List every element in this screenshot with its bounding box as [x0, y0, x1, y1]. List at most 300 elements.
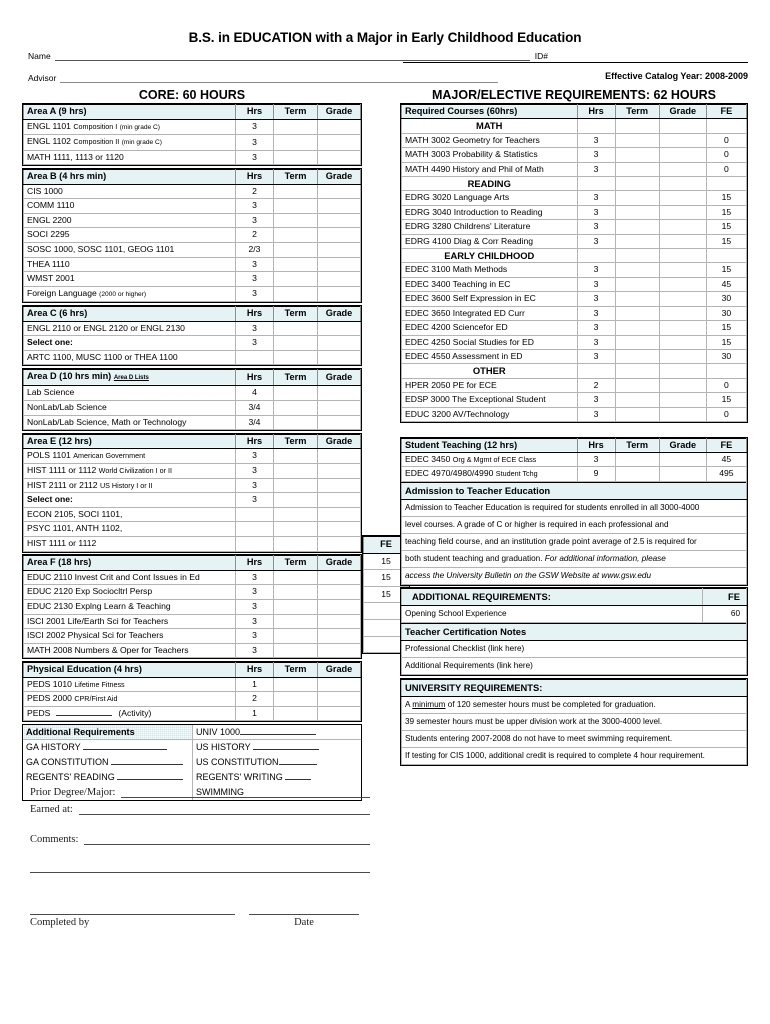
course-code: HIST 2111 or 2112 [27, 479, 98, 490]
grade-cell[interactable] [318, 692, 361, 707]
table-row [24, 401, 361, 416]
regents-reading-input[interactable] [117, 771, 183, 780]
term-cell[interactable] [274, 415, 318, 430]
area-f-table [23, 555, 361, 658]
grade-cell[interactable] [318, 257, 361, 272]
course-desc: American Government [73, 451, 146, 461]
table-row [24, 585, 361, 600]
right-additional-title: ADDITIONAL REQUIREMENTS: [402, 589, 703, 606]
core-heading: CORE: 60 HOURS [138, 88, 246, 102]
term-cell[interactable] [274, 272, 318, 287]
term-cell[interactable] [274, 599, 318, 614]
blank-cell [659, 249, 706, 263]
course-note: (2000 or higher) [99, 290, 147, 298]
course-cell: SOCI 2295 [24, 228, 236, 243]
course-cell: EDEC 4250 Social Studies for ED [402, 335, 578, 349]
university-line [402, 696, 747, 713]
term-cell[interactable] [615, 321, 659, 335]
term-cell[interactable] [615, 148, 659, 162]
earned-at-input[interactable] [79, 803, 370, 815]
hrs-cell: 9 [577, 467, 615, 481]
table-row [24, 599, 361, 614]
course-cell [24, 677, 236, 692]
term-cell[interactable] [274, 286, 318, 302]
hrs-cell: 2 [236, 692, 274, 707]
grade-cell[interactable] [318, 537, 361, 552]
grade-cell[interactable] [318, 585, 361, 600]
blank-cell [615, 177, 659, 191]
hrs-cell: 3 [236, 257, 274, 272]
course-cell: ISCI 2001 Life/Earth Sci for Teachers [24, 614, 236, 629]
comments-label: Comments: [30, 834, 79, 845]
hrs-cell: 3 [577, 205, 615, 219]
fe-cell: 15 [706, 263, 746, 277]
term-cell[interactable] [274, 119, 318, 135]
univ1000-row [193, 725, 361, 740]
grade-cell[interactable] [318, 321, 361, 336]
major-heading: MAJOR/ELECTIVE REQUIREMENTS: 62 HOURS [431, 88, 717, 102]
course-cell: MATH 1111, 1113 or 1120 [24, 150, 236, 165]
term-cell[interactable] [274, 677, 318, 692]
hrs-cell: 2 [236, 184, 274, 199]
course-note: (min grade C) [119, 123, 160, 131]
grade-cell[interactable] [318, 135, 361, 151]
hrs-cell: 1 [236, 677, 274, 692]
table-row [402, 641, 747, 658]
term-cell[interactable] [615, 292, 659, 306]
fe-cell: 15 [706, 234, 746, 248]
term-cell[interactable] [615, 349, 659, 363]
term-cell[interactable] [274, 570, 318, 585]
group-label-other: OTHER [402, 364, 578, 378]
area-c-block [22, 305, 362, 366]
grade-cell[interactable] [318, 386, 361, 401]
grade-cell[interactable] [318, 507, 361, 522]
course-cell: WMST 2001 [24, 272, 236, 287]
hrs-cell: 3 [577, 162, 615, 176]
hrs-cell [236, 522, 274, 537]
course-cell: EDEC 3100 Math Methods [402, 263, 578, 277]
course-cell [24, 706, 236, 721]
univ1000-label: UNIV 1000 [196, 726, 241, 737]
grade-cell[interactable] [318, 449, 361, 464]
term-cell[interactable] [274, 449, 318, 464]
physical-education-table [23, 662, 361, 721]
footer-section [30, 786, 370, 928]
grade-cell[interactable] [318, 286, 361, 302]
signature-labels [30, 917, 370, 928]
area-f-title: Area F (18 hrs) [24, 556, 236, 571]
hrs-cell: 3 [577, 407, 615, 421]
grade-cell[interactable] [659, 393, 706, 407]
fe-cell: 15 [364, 553, 409, 570]
prior-degree-input[interactable] [121, 786, 370, 798]
term-cell[interactable] [274, 135, 318, 151]
ga-constitution-row [23, 755, 192, 770]
table-row [24, 507, 361, 522]
fe-cell: 495 [706, 467, 746, 481]
course-desc: Org & Mgmt of ECE Class [452, 454, 537, 464]
term-cell[interactable] [615, 205, 659, 219]
fe-cell: 15 [706, 335, 746, 349]
blank-cell [706, 177, 746, 191]
hrs-cell: 3 [236, 629, 274, 644]
opening-school-experience-label: Opening School Experience [402, 606, 703, 623]
course-cell: EDUC 2110 Invest Crit and Cont Issues in Ed [24, 570, 236, 585]
hrs-cell: 3 [236, 614, 274, 629]
area-c-title: Area C (6 hrs) [24, 306, 236, 321]
course-code: HIST 1111 or 1112 [27, 465, 97, 476]
blank-cell [615, 364, 659, 378]
term-cell[interactable] [274, 522, 318, 537]
term-cell[interactable] [274, 199, 318, 214]
term-cell[interactable] [274, 614, 318, 629]
course-cell [24, 286, 236, 302]
course-cell: HIST 1111 or 1112 [24, 537, 236, 552]
grade-cell[interactable] [318, 522, 361, 537]
area-c-table [23, 306, 361, 365]
blank-cell [659, 364, 706, 378]
table-row [402, 378, 747, 392]
table-row [24, 677, 361, 692]
term-cell[interactable] [274, 629, 318, 644]
table-header-row [402, 438, 747, 452]
grade-cell[interactable] [659, 162, 706, 176]
grade-cell[interactable] [659, 306, 706, 320]
fe-cell: 0 [706, 378, 746, 392]
table-row [24, 184, 361, 199]
term-cell[interactable] [274, 537, 318, 552]
hrs-cell: 3 [577, 133, 615, 147]
table-header-row [24, 306, 361, 321]
col-term: Term [274, 169, 318, 184]
grade-cell[interactable] [318, 228, 361, 243]
grade-cell[interactable] [318, 643, 361, 658]
grade-cell[interactable] [659, 378, 706, 392]
col-hrs: Hrs [236, 556, 274, 571]
table-row [402, 713, 747, 730]
core-requirements-column [22, 103, 362, 803]
fe-cell: 45 [706, 277, 746, 291]
course-cell: ENGL 2200 [24, 213, 236, 228]
area-d-lists-link[interactable]: Area D Lists [113, 374, 149, 381]
term-cell[interactable] [274, 401, 318, 416]
advisor-label: Advisor [28, 73, 57, 83]
term-cell[interactable] [274, 478, 318, 493]
prior-degree-row [30, 786, 370, 798]
grade-cell[interactable] [659, 220, 706, 234]
table-row [402, 550, 747, 567]
grade-cell[interactable] [318, 629, 361, 644]
course-cell: MATH 3003 Probability & Statistics [402, 148, 578, 162]
term-cell[interactable] [615, 263, 659, 277]
peds-activity-input[interactable] [56, 707, 112, 716]
term-cell[interactable] [274, 242, 318, 257]
ga-history-input[interactable] [83, 741, 167, 750]
required-courses-table [401, 104, 747, 422]
course-cell: EDUC 2130 Explng Learn & Teaching [24, 599, 236, 614]
date-input[interactable] [249, 903, 359, 915]
table-row [402, 162, 747, 176]
group-header-row [402, 364, 747, 378]
table-header-row [24, 662, 361, 677]
term-cell[interactable] [615, 407, 659, 421]
catalog-year: Effective Catalog Year: 2008-2009 [605, 71, 748, 81]
us-constitution-input[interactable] [279, 756, 317, 765]
term-cell[interactable] [615, 191, 659, 205]
course-cell: EDUC 3200 AV/Technology [402, 407, 578, 421]
grade-cell[interactable] [659, 407, 706, 421]
col-hrs: Hrs [577, 105, 615, 119]
course-cell: SOSC 1000, SOSC 1101, GEOG 1101 [24, 242, 236, 257]
grade-cell[interactable] [318, 599, 361, 614]
table-row [402, 277, 747, 291]
grade-cell[interactable] [659, 263, 706, 277]
table-row [24, 119, 361, 135]
group-header-row [402, 249, 747, 263]
grade-cell[interactable] [318, 272, 361, 287]
grade-cell[interactable] [318, 415, 361, 430]
term-cell[interactable] [274, 493, 318, 508]
grade-cell[interactable] [318, 336, 361, 351]
term-cell[interactable] [274, 184, 318, 199]
comments-input[interactable] [84, 833, 370, 845]
grade-cell[interactable] [659, 349, 706, 363]
us-history-input[interactable] [253, 741, 319, 750]
course-cell: CIS 1000 [24, 184, 236, 199]
course-cell: EDSP 3000 The Exceptional Student [402, 393, 578, 407]
term-cell[interactable] [615, 234, 659, 248]
blank-cell [659, 177, 706, 191]
grade-cell[interactable] [659, 205, 706, 219]
signature-gap [235, 903, 249, 915]
grade-cell[interactable] [659, 467, 706, 481]
course-desc: US History I or II [99, 480, 153, 490]
table-row [24, 272, 361, 287]
grade-cell[interactable] [318, 213, 361, 228]
student-teaching-block [400, 437, 748, 586]
term-cell[interactable] [274, 386, 318, 401]
course-cell: ENGL 2110 or ENGL 2120 or ENGL 2130 [24, 321, 236, 336]
table-row [24, 213, 361, 228]
required-courses-title: Required Courses (60hrs) [402, 105, 578, 119]
physical-education-block [22, 661, 362, 722]
opening-school-experience-fe: 60 [702, 606, 746, 623]
table-row [402, 747, 747, 764]
grade-cell[interactable] [318, 242, 361, 257]
grade-cell[interactable] [318, 350, 361, 365]
fe-cell: 30 [706, 349, 746, 363]
hrs-cell: 3 [577, 234, 615, 248]
university-requirements-block [400, 678, 748, 766]
fe-cell: 15 [706, 191, 746, 205]
term-cell[interactable] [274, 321, 318, 336]
hrs-cell: 3 [236, 286, 274, 302]
table-header-row [24, 105, 361, 120]
grade-cell[interactable] [318, 706, 361, 721]
term-cell[interactable] [274, 213, 318, 228]
hrs-cell: 3 [577, 277, 615, 291]
table-row [402, 516, 747, 533]
course-cell [402, 452, 578, 466]
table-row [402, 393, 747, 407]
area-e-block [22, 433, 362, 553]
term-cell[interactable] [615, 378, 659, 392]
term-cell[interactable] [615, 467, 659, 481]
university-line: 39 semester hours must be upper division work at the 3000-4000 level. [402, 713, 747, 730]
col-fe: FE [364, 537, 409, 554]
grade-cell[interactable] [318, 184, 361, 199]
hrs-cell: 3 [236, 213, 274, 228]
term-cell[interactable] [274, 706, 318, 721]
term-cell[interactable] [274, 643, 318, 658]
term-cell[interactable] [274, 507, 318, 522]
fe-cell: 30 [706, 292, 746, 306]
regents-writing-input[interactable] [285, 771, 311, 780]
term-cell[interactable] [274, 257, 318, 272]
table-row [402, 292, 747, 306]
university-line-underline: minimum [412, 699, 446, 709]
col-grade: Grade [318, 434, 361, 449]
course-cell: NonLab/Lab Science, Math or Technology [24, 415, 236, 430]
grade-cell[interactable] [318, 199, 361, 214]
ga-constitution-input[interactable] [111, 756, 183, 765]
hrs-cell [236, 537, 274, 552]
table-row [24, 614, 361, 629]
hrs-cell: 2 [577, 378, 615, 392]
hrs-cell: 3 [236, 449, 274, 464]
admission-line-plain: both student teaching and graduation. [405, 553, 545, 563]
hrs-cell: 3 [236, 643, 274, 658]
grade-cell[interactable] [659, 148, 706, 162]
grade-cell[interactable] [318, 150, 361, 165]
hrs-cell: 3 [577, 335, 615, 349]
table-row [24, 135, 361, 151]
univ1000-input[interactable] [240, 726, 316, 735]
course-cell: COMM 1110 [24, 199, 236, 214]
term-cell[interactable] [615, 335, 659, 349]
course-cell [24, 478, 236, 493]
table-row [402, 658, 747, 675]
term-cell[interactable] [615, 393, 659, 407]
term-cell[interactable] [274, 692, 318, 707]
regents-writing-row [193, 770, 361, 785]
course-desc: Student Tchg [495, 469, 538, 479]
table-row [24, 449, 361, 464]
grade-cell[interactable] [659, 452, 706, 466]
grade-cell[interactable] [318, 401, 361, 416]
additional-requirements-link[interactable]: Additional Requirements (link here) [402, 658, 747, 675]
grade-cell[interactable] [318, 119, 361, 135]
table-row [24, 228, 361, 243]
term-cell[interactable] [274, 350, 318, 365]
grade-cell[interactable] [318, 677, 361, 692]
grade-cell[interactable] [318, 493, 361, 508]
grade-cell[interactable] [318, 464, 361, 479]
university-line-post: of 120 semester hours must be completed for graduation. [445, 699, 656, 709]
hrs-cell: 3 [577, 321, 615, 335]
blank-cell [706, 364, 746, 378]
term-cell[interactable] [274, 464, 318, 479]
term-cell[interactable] [615, 306, 659, 320]
table-row [24, 493, 361, 508]
comments-row [30, 833, 370, 845]
course-cell: MATH 3002 Geometry for Teachers [402, 133, 578, 147]
grade-cell[interactable] [659, 321, 706, 335]
group-header-row [402, 177, 747, 191]
term-cell[interactable] [274, 585, 318, 600]
prior-degree-label: Prior Degree/Major: [30, 787, 116, 798]
area-b-title: Area B (4 hrs min) [24, 169, 236, 184]
completed-by-input[interactable] [30, 903, 235, 915]
grade-cell[interactable] [659, 335, 706, 349]
term-cell[interactable] [274, 150, 318, 165]
table-row [402, 321, 747, 335]
grade-cell[interactable] [318, 614, 361, 629]
grade-cell[interactable] [659, 133, 706, 147]
hrs-cell: 3 [577, 220, 615, 234]
grade-cell[interactable] [659, 277, 706, 291]
grade-cell[interactable] [318, 570, 361, 585]
grade-cell[interactable] [659, 292, 706, 306]
course-cell: EDEC 4550 Assessment in ED [402, 349, 578, 363]
university-requirements-title: UNIVERSITY REQUIREMENTS: [402, 679, 747, 696]
term-cell[interactable] [615, 277, 659, 291]
professional-checklist-link[interactable]: Professional Checklist (link here) [402, 641, 747, 658]
term-cell[interactable] [615, 452, 659, 466]
grade-cell[interactable] [318, 478, 361, 493]
comments-line-2[interactable] [30, 871, 370, 873]
col-hrs: Hrs [236, 105, 274, 120]
earned-at-label: Earned at: [30, 804, 73, 815]
col-grade: Grade [318, 306, 361, 321]
course-cell: EDRG 3040 Introduction to Reading [402, 205, 578, 219]
table-row [402, 606, 747, 623]
table-row [402, 730, 747, 747]
hrs-cell: 3 [236, 199, 274, 214]
area-a-title: Area A (9 hrs) [24, 105, 236, 120]
admission-line: level courses. A grade of C or higher is required in each professional and [402, 516, 747, 533]
table-row [24, 199, 361, 214]
area-b-block [22, 168, 362, 303]
table-header-row [402, 589, 747, 606]
hrs-cell: 3 [577, 393, 615, 407]
course-code: POLS 1101 [27, 450, 71, 461]
grade-cell[interactable] [659, 234, 706, 248]
course-desc: World Civilization I or II [98, 466, 173, 476]
area-a-block [22, 103, 362, 166]
course-cell: EDEC 3650 Integrated ED Curr [402, 306, 578, 320]
fe-cell: 0 [706, 148, 746, 162]
table-row [402, 191, 747, 205]
table-header-row [24, 369, 361, 386]
term-cell[interactable] [615, 162, 659, 176]
certification-notes-title: Teacher Certification Notes [402, 624, 747, 641]
term-cell[interactable] [274, 228, 318, 243]
course-cell: MATH 2008 Numbers & Oper for Teachers [24, 643, 236, 658]
grade-cell[interactable] [659, 191, 706, 205]
select-one-label: Select one: [24, 336, 236, 351]
area-d-title-text: Area D (10 hrs min) [27, 370, 112, 381]
area-d-block [22, 368, 362, 431]
term-cell[interactable] [615, 220, 659, 234]
table-row [24, 464, 361, 479]
name-input[interactable] [55, 51, 530, 61]
col-grade: Grade [659, 105, 706, 119]
term-cell[interactable] [615, 133, 659, 147]
term-cell[interactable] [274, 336, 318, 351]
table-row [402, 349, 747, 363]
